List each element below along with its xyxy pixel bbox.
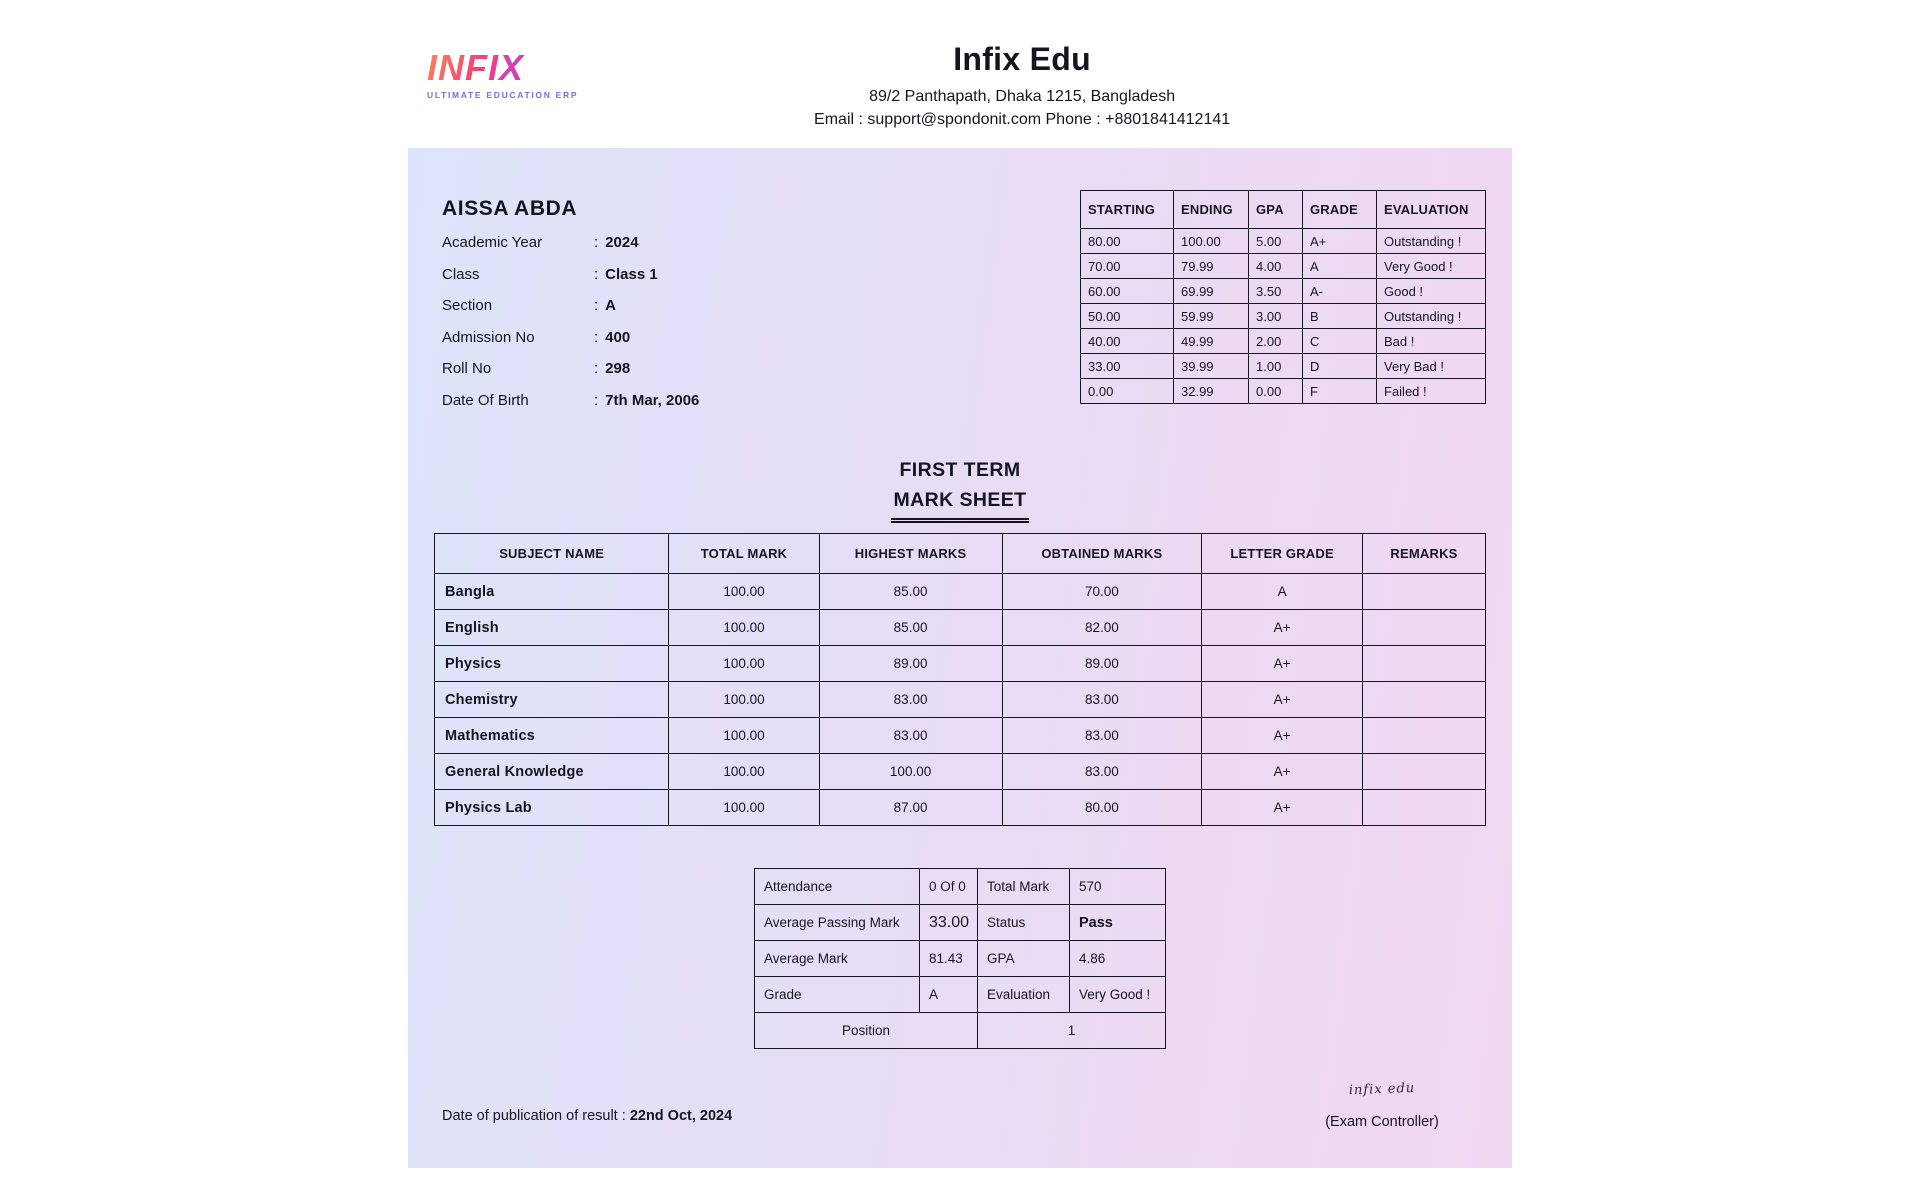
grade-scale-row xyxy=(1081,229,1486,254)
remarks-cell xyxy=(1362,610,1485,646)
school-contact: Email : support@spondonit.com Phone : +8801841412141 xyxy=(814,111,1231,128)
student-field-admission-no xyxy=(442,322,699,354)
summary-position-row xyxy=(755,1013,1166,1049)
header xyxy=(408,38,1512,129)
school-name: Infix Edu xyxy=(953,41,1091,77)
school-header xyxy=(578,38,1466,129)
cell: 83.00 xyxy=(819,718,1002,754)
cell: A- xyxy=(1303,279,1377,304)
cell: 100.00 xyxy=(669,682,819,718)
cell: 80.00 xyxy=(1002,790,1202,826)
cell: 89.00 xyxy=(819,646,1002,682)
student-field-academic-year xyxy=(442,227,699,259)
summary-label: Grade xyxy=(755,977,920,1013)
col-total-mark: TOTAL MARK xyxy=(669,534,819,574)
remarks-cell xyxy=(1362,646,1485,682)
col-subject-name: SUBJECT NAME xyxy=(435,534,669,574)
cell: 100.00 xyxy=(669,790,819,826)
term-name: FIRST TERM xyxy=(899,459,1021,481)
summary-row xyxy=(755,905,1166,941)
cell: 100.00 xyxy=(669,646,819,682)
grade-scale-row xyxy=(1081,279,1486,304)
cell: 70.00 xyxy=(1081,254,1174,279)
top-row xyxy=(434,148,1486,416)
field-label: Section xyxy=(442,297,493,315)
cell: A+ xyxy=(1202,682,1363,718)
summary-value: 570 xyxy=(1070,869,1166,905)
grade-scale-row xyxy=(1081,329,1486,354)
infix-logo xyxy=(408,38,578,100)
field-colon: : xyxy=(594,360,599,378)
summary-label: Evaluation xyxy=(978,977,1070,1013)
student-field-section xyxy=(442,290,699,322)
exam-controller-label: (Exam Controller) xyxy=(1325,1114,1439,1130)
summary-row xyxy=(755,941,1166,977)
remarks-cell xyxy=(1362,790,1485,826)
summary-value: 4.86 xyxy=(1070,941,1166,977)
marks-row-general-knowledge xyxy=(435,754,1486,790)
cell: 39.99 xyxy=(1174,354,1249,379)
cell: A xyxy=(1303,254,1377,279)
subject-cell: Mathematics xyxy=(435,718,669,754)
cell: A+ xyxy=(1202,790,1363,826)
field-value: A xyxy=(605,297,617,315)
position-value: 1 xyxy=(978,1013,1166,1049)
field-label: Roll No xyxy=(442,360,492,378)
remarks-cell xyxy=(1362,682,1485,718)
position-label: Position xyxy=(755,1013,978,1049)
grade-scale-row xyxy=(1081,304,1486,329)
field-label: Date Of Birth xyxy=(442,391,529,409)
marks-row-physics-lab xyxy=(435,790,1486,826)
subject-cell: Physics xyxy=(435,646,669,682)
grade-scale-table xyxy=(1080,190,1486,404)
cell: Very Bad ! xyxy=(1377,354,1486,379)
field-value: 7th Mar, 2006 xyxy=(605,391,700,409)
cell: 100.00 xyxy=(1174,229,1249,254)
cell: 83.00 xyxy=(1002,718,1202,754)
cell: 100.00 xyxy=(669,574,819,610)
mark-sheet-page xyxy=(408,0,1512,1168)
subject-cell: Physics Lab xyxy=(435,790,669,826)
summary-label: Total Mark xyxy=(978,869,1070,905)
cell: Good ! xyxy=(1377,279,1486,304)
cell: 70.00 xyxy=(1002,574,1202,610)
cell: A xyxy=(1202,574,1363,610)
col-letter-grade: LETTER GRADE xyxy=(1202,534,1363,574)
summary-value: 81.43 xyxy=(920,941,978,977)
sheet-title: MARK SHEET xyxy=(891,485,1030,523)
mark-sheet-card xyxy=(408,148,1512,1168)
cell: 32.99 xyxy=(1174,379,1249,404)
cell: Very Good ! xyxy=(1377,254,1486,279)
col-starting: STARTING xyxy=(1081,191,1174,229)
cell: A+ xyxy=(1202,610,1363,646)
col-ending: ENDING xyxy=(1174,191,1249,229)
subject-cell: English xyxy=(435,610,669,646)
cell: 83.00 xyxy=(819,682,1002,718)
cell: 100.00 xyxy=(669,754,819,790)
cell: 83.00 xyxy=(1002,754,1202,790)
cell: A+ xyxy=(1202,646,1363,682)
col-evaluation: EVALUATION xyxy=(1377,191,1486,229)
cell: 5.00 xyxy=(1249,229,1303,254)
exam-controller-signature: infix edu xyxy=(1348,1080,1416,1099)
summary-label: Status xyxy=(978,905,1070,941)
subject-cell: Bangla xyxy=(435,574,669,610)
marks-table xyxy=(434,533,1486,826)
subject-cell: Chemistry xyxy=(435,682,669,718)
field-label: Class xyxy=(442,265,480,283)
cell: 40.00 xyxy=(1081,329,1174,354)
cell: Outstanding ! xyxy=(1377,229,1486,254)
cell: A+ xyxy=(1202,754,1363,790)
grade-scale-header-row xyxy=(1081,191,1486,229)
cell: Bad ! xyxy=(1377,329,1486,354)
infix-logo-wordmark: INFIX xyxy=(427,50,578,86)
footer xyxy=(434,1082,1486,1130)
field-value: 298 xyxy=(605,360,631,378)
cell: 3.00 xyxy=(1249,304,1303,329)
student-field-class xyxy=(442,259,699,291)
summary-label: Average Passing Mark xyxy=(755,905,920,941)
cell: 4.00 xyxy=(1249,254,1303,279)
cell: 85.00 xyxy=(819,610,1002,646)
student-info xyxy=(434,190,699,416)
field-value: 2024 xyxy=(605,234,639,252)
cell: 50.00 xyxy=(1081,304,1174,329)
marks-header-row xyxy=(435,534,1486,574)
summary-row xyxy=(755,977,1166,1013)
cell: 2.00 xyxy=(1249,329,1303,354)
summary-row xyxy=(755,869,1166,905)
cell: 3.50 xyxy=(1249,279,1303,304)
remarks-cell xyxy=(1362,718,1485,754)
signature-block xyxy=(1292,1082,1472,1130)
summary-label: GPA xyxy=(978,941,1070,977)
summary-value: 0 Of 0 xyxy=(920,869,978,905)
field-colon: : xyxy=(594,328,599,346)
summary-value: A xyxy=(920,977,978,1013)
publication-date: 22nd Oct, 2024 xyxy=(629,1108,733,1124)
col-grade: GRADE xyxy=(1303,191,1377,229)
cell: 69.99 xyxy=(1174,279,1249,304)
cell: 79.99 xyxy=(1174,254,1249,279)
publication-label: Date of publication of result : xyxy=(442,1108,630,1124)
subject-cell: General Knowledge xyxy=(435,754,669,790)
cell: F xyxy=(1303,379,1377,404)
grade-scale-row xyxy=(1081,379,1486,404)
cell: A+ xyxy=(1303,229,1377,254)
cell: 100.00 xyxy=(669,718,819,754)
field-colon: : xyxy=(594,391,599,409)
marks-row-chemistry xyxy=(435,682,1486,718)
student-field-date-of-birth xyxy=(442,385,699,417)
student-field-roll-no xyxy=(442,353,699,385)
grade-scale-row xyxy=(1081,354,1486,379)
cell: 85.00 xyxy=(819,574,1002,610)
student-name: AISSA ABDA xyxy=(442,197,578,220)
cell: 0.00 xyxy=(1081,379,1174,404)
grade-scale-row xyxy=(1081,254,1486,279)
remarks-cell xyxy=(1362,574,1485,610)
marks-row-english xyxy=(435,610,1486,646)
col-remarks: REMARKS xyxy=(1362,534,1485,574)
field-label: Academic Year xyxy=(442,234,543,252)
summary-value: 33.00 xyxy=(920,905,978,941)
cell: 59.99 xyxy=(1174,304,1249,329)
summary-label: Attendance xyxy=(755,869,920,905)
cell: 0.00 xyxy=(1249,379,1303,404)
field-colon: : xyxy=(594,265,599,283)
field-value: Class 1 xyxy=(605,265,658,283)
cell: 89.00 xyxy=(1002,646,1202,682)
cell: 82.00 xyxy=(1002,610,1202,646)
cell: 80.00 xyxy=(1081,229,1174,254)
cell: 33.00 xyxy=(1081,354,1174,379)
cell: 87.00 xyxy=(819,790,1002,826)
cell: 49.99 xyxy=(1174,329,1249,354)
marks-row-physics xyxy=(435,646,1486,682)
col-highest-marks: HIGHEST MARKS xyxy=(819,534,1002,574)
cell: 60.00 xyxy=(1081,279,1174,304)
publication-date-line xyxy=(442,1108,732,1130)
field-value: 400 xyxy=(605,328,631,346)
cell: 1.00 xyxy=(1249,354,1303,379)
cell: D xyxy=(1303,354,1377,379)
cell: A+ xyxy=(1202,718,1363,754)
infix-logo-tagline: ULTIMATE EDUCATION ERP xyxy=(427,90,579,100)
school-address: 89/2 Panthapath, Dhaka 1215, Bangladesh xyxy=(869,88,1176,105)
cell: Outstanding ! xyxy=(1377,304,1486,329)
cell: 83.00 xyxy=(1002,682,1202,718)
col-gpa: GPA xyxy=(1249,191,1303,229)
cell: B xyxy=(1303,304,1377,329)
summary-value: Very Good ! xyxy=(1070,977,1166,1013)
cell: 100.00 xyxy=(819,754,1002,790)
marks-row-bangla xyxy=(435,574,1486,610)
field-colon: : xyxy=(594,297,599,315)
field-colon: : xyxy=(594,234,599,252)
remarks-cell xyxy=(1362,754,1485,790)
col-obtained-marks: OBTAINED MARKS xyxy=(1002,534,1202,574)
status-value: Pass xyxy=(1070,905,1166,941)
summary-table xyxy=(754,868,1166,1049)
marks-row-mathematics xyxy=(435,718,1486,754)
field-label: Admission No xyxy=(442,328,535,346)
term-title xyxy=(434,455,1486,523)
cell: C xyxy=(1303,329,1377,354)
summary-label: Average Mark xyxy=(755,941,920,977)
cell: Failed ! xyxy=(1377,379,1486,404)
cell: 100.00 xyxy=(669,610,819,646)
